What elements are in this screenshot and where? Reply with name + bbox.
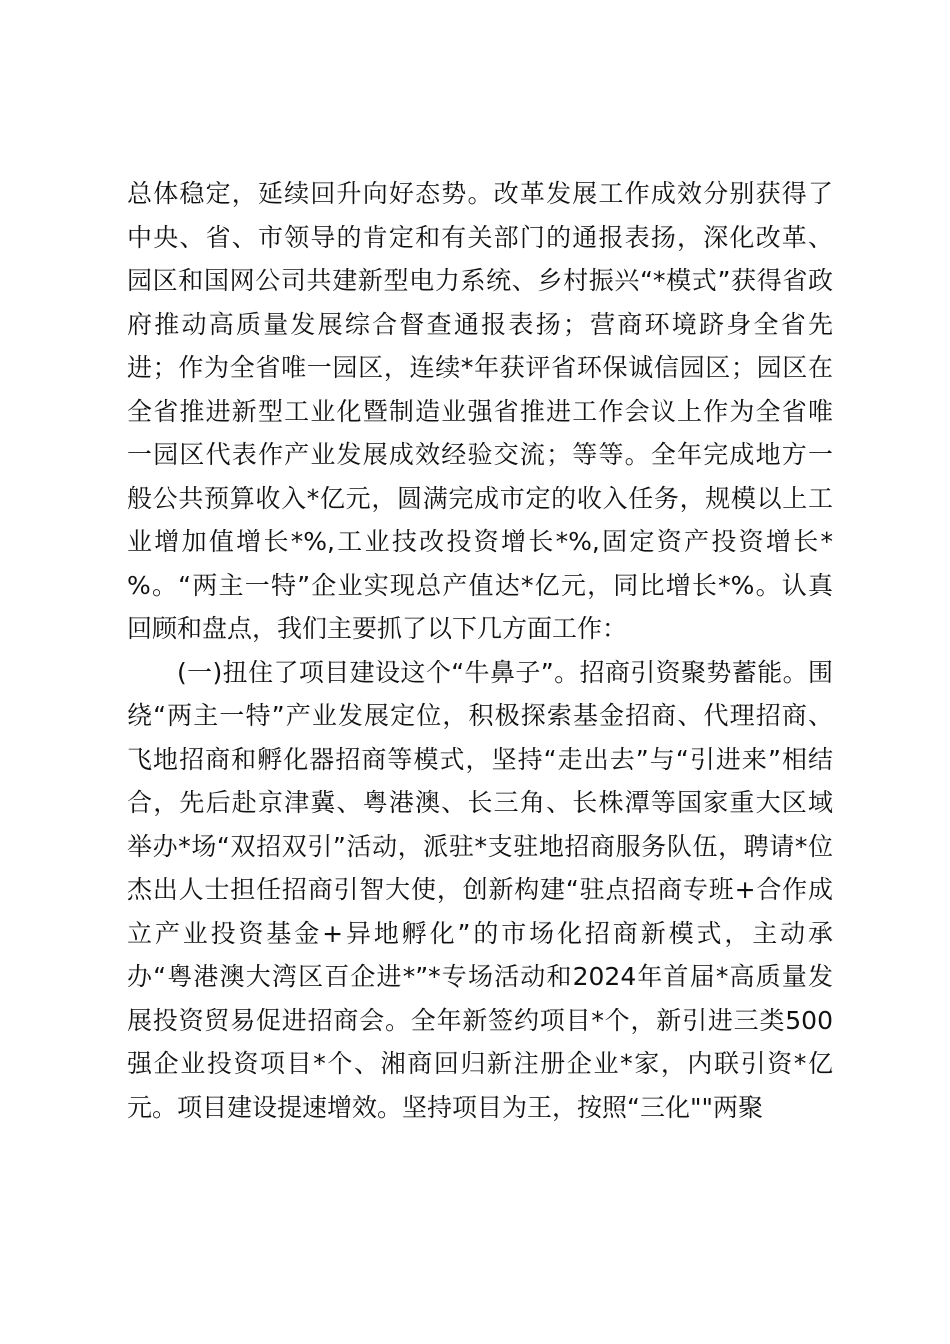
text-line: 总体稳定，延续回升向好态势。改革发展工作成效分别获得了 <box>127 179 833 208</box>
text-line: 业增加值增长*%,工业技改投资增长*%,固定资产投资增长* <box>127 527 833 556</box>
text-line: 绕“两主一特”产业发展定位，积极探索基金招商、代理招商、 <box>127 701 833 730</box>
text-line: 进；作为全省唯一园区，连续*年获评省环保诚信园区；园区在 <box>127 353 833 382</box>
text-line: 府推动高质量发展综合督查通报表扬；营商环境跻身全省先 <box>127 309 833 339</box>
text-line: 中央、省、市领导的肯定和有关部门的通报表扬，深化改革、 <box>127 222 833 252</box>
text-line: 飞地招商和孵化器招商等模式，坚持“走出去”与“引进来”相结 <box>127 744 833 774</box>
text-line: 立产业投资基金+异地孵化”的市场化招商新模式，主动承 <box>127 918 833 948</box>
text-line: 般公共预算收入*亿元，圆满完成市定的收入任务，规模以上工 <box>127 483 833 513</box>
document-body <box>127 172 833 1129</box>
text-line: 合，先后赴京津冀、粤港澳、长三角、长株潭等国家重大区域 <box>127 788 833 817</box>
text-line: 展投资贸易促进招商会。全年新签约项目*个，新引进三类500 <box>127 1005 833 1035</box>
text-line: 办“粤港澳大湾区百企进*”*专场活动和2024年首届*高质量发 <box>127 962 833 991</box>
text-line: 杰出人士担任招商引智大使，创新构建“驻点招商专班+合作成 <box>127 875 833 904</box>
text-line: 举办*场“双招双引”活动，派驻*支驻地招商服务队伍，聘请*位 <box>127 831 833 861</box>
text-line: %。“两主一特”企业实现总产值达*亿元，同比增长*%。认真 <box>127 570 833 600</box>
text-line: 全省推进新型工业化暨制造业强省推进工作会议上作为全省唯 <box>127 396 833 426</box>
text-line: 强企业投资项目*个、湘商回归新注册企业*家，内联引资*亿 <box>127 1049 833 1078</box>
text-line: 园区和国网公司共建新型电力系统、乡村振兴“*模式”获得省政 <box>127 266 833 295</box>
text-line: 回顾和盘点，我们主要抓了以下几方面工作： <box>127 614 628 643</box>
section-heading-line: (一)扭住了项目建设这个“牛鼻子”。招商引资聚势蓄能。围 <box>177 657 833 687</box>
text-line: 一园区代表作产业发展成效经验交流；等等。全年完成地方一 <box>127 440 833 469</box>
text-line: 元。项目建设提速增效。坚持项目为王，按照“三化""两聚 <box>127 1092 763 1122</box>
